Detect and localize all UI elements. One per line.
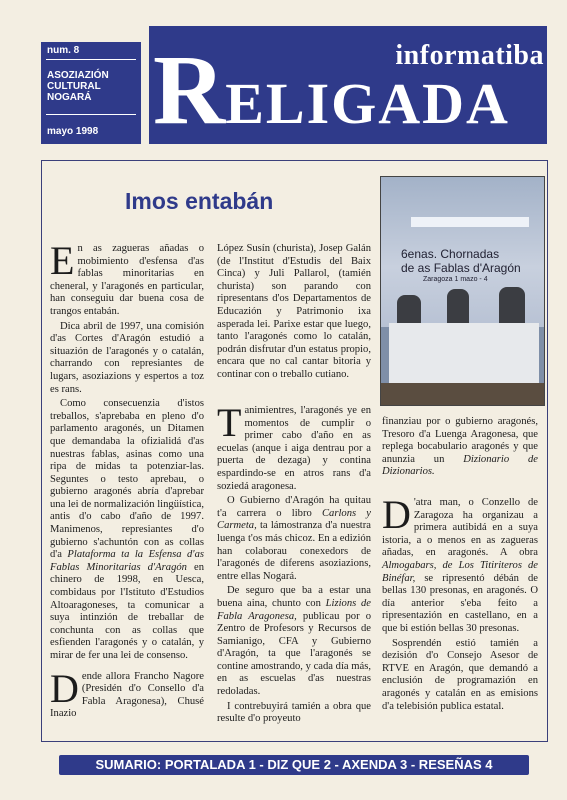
masthead-title-rest: ELIGADA xyxy=(225,71,510,136)
masthead-title-initial: R xyxy=(153,34,226,145)
paragraph xyxy=(382,492,538,636)
paragraph-text: De seguro que ba a estar una buena aina, chunto con xyxy=(217,585,371,609)
divider xyxy=(46,59,136,60)
paragraph-text: finanziau por o gubierno aragonés, Tresoro d'a Luenga Aragonesa, que replega bocabulario aragonés y que anunzia un xyxy=(382,416,538,465)
masthead-subtitle: informatiba xyxy=(395,40,544,71)
article-column-3-continued xyxy=(382,492,538,715)
masthead-title xyxy=(153,34,545,145)
article-column-2-continued xyxy=(217,400,371,728)
paragraph xyxy=(217,495,371,583)
article-column-3 xyxy=(382,416,538,481)
paragraph xyxy=(217,400,371,493)
paragraph: Dica abril de 1997, una comisión d'as Cortes d'Aragón estudió a situazión de l'aragonés y o catalán, charrando con represiantes de lugars, asoziazions y espertos a toz es rans. xyxy=(50,320,204,395)
photo-banner xyxy=(401,247,544,287)
organization-line: ASOZIAZIÓN xyxy=(47,70,109,81)
paragraph xyxy=(50,665,204,721)
paragraph-text: se ripresentó débán de bellas 130 presonas, en aragonés. O día anterior s'eba feito a ripresentazión en castellano, en a que bi estión bellas 30 presonas. xyxy=(382,572,538,634)
paragraph-text: Como consecuenzia d'istos treballos, s'aprebaba en pleno d'o parlamento aragonés, un Ditamen que demandaba la ofizialidá d'as nuestras fablas, asinas como una ripa de midas ta potenziar-las. Seguntes o testo aprebau, o gubierno aragonés abría d'aprebar una lei de normalización lingüística, antis d'o cabo d'año de 1997. Manimenos, represiantes d'o gubierno s'achuntón con as collas d'a xyxy=(50,398,204,561)
photo-banner-line: 6enas. Chornadas xyxy=(401,247,500,261)
organization-line: CULTURAL xyxy=(47,81,101,92)
paragraph-text: en chinero de 1998, en Uesca, combidaus por l'Istituto d'Estudios Altoaragoneses, ta comunicar a suya intinzión de treballar de conchunta con as collas que esfienden l'aragonés y o catalán, y mirar de fer una lei de consenso. xyxy=(50,561,204,661)
emphasis-text: Plataforma ta la Esfensa d'as Fablas Minoritarias d'Aragón xyxy=(50,549,204,573)
paragraph: I contrebuyirá tamién a obra que resulte d'o proyeuto xyxy=(217,700,371,725)
issue-date: mayo 1998 xyxy=(47,126,99,137)
article-headline: Imos entabán xyxy=(125,188,274,214)
photo-banner-line: de as Fablas d'Aragón xyxy=(401,261,521,275)
article-column-1 xyxy=(50,238,204,723)
issue-number: num. 8 xyxy=(47,45,80,56)
paragraph xyxy=(50,238,204,319)
emphasis-text: Almogabars, de Los Titiriteros de Binéfar, xyxy=(382,559,538,584)
organization-name xyxy=(47,70,109,103)
paragraph-text: ta lámostranza d'a nuestra luenga t'os más chicoz. En a edizión han colaborau conexedors de l'aragonés de diferens asoziazions, entre ellas Nogará. xyxy=(217,520,371,582)
paragraph: López Susín (churista), Josep Galán (de l'Institut d'Estudis del Baix Cinca) y Juli Pallarol, (tamién churista) son parando con ripresentans d'os Departamentos de Educazión y Patrimonio ixa asperada lei. Parixe estar que luego, tanto l'aragonés como lo catalán, podrán disfrutar d'un estatus propio, encara que no cal cantar bitoria y continar con o treballo cutiano. xyxy=(217,243,371,380)
event-photo xyxy=(380,176,545,406)
photo-floor xyxy=(381,383,544,405)
paragraph-text: publicau por o Zentro de Profesors y Recursos de Samianigo, CFA y Gubierno d'Aragón, ta que l'aragonés se contine amostrando, y cada día más, en as escuelas d'as nuestras redoladas. xyxy=(217,610,371,698)
emphasis-text: Carlons y Carmeta, xyxy=(217,507,371,532)
emphasis-text: Lizions de Fabla Aragonesa, xyxy=(217,597,371,622)
paragraph-text: O Gubierno d'Aragón ha quitau t'a carrera o libro xyxy=(217,495,371,519)
divider xyxy=(46,114,136,115)
photo-table xyxy=(389,323,539,383)
contents-footer: SUMARIO: PORTALADA 1 - DIZ QUE 2 - AXENDA 3 - RESEÑAS 4 xyxy=(59,755,529,775)
issue-info-block xyxy=(41,42,141,144)
paragraph-text: animientres, l'aragonés ye en momentos de cumplir o primer cabo d'año en as ecuelas (anque i aiga dentrau por a puerta de dezaga) y contina espardindo-se en atros rans d'a soziedá aragonesa. xyxy=(217,405,371,492)
drop-cap: T xyxy=(217,400,242,445)
paragraph xyxy=(382,416,538,479)
photo-ceiling-light xyxy=(411,217,529,227)
paragraph: Sosprendén estió tamién a dezisión d'o Consejo Asesor de RTVE en Aragón, que demandó a enclusión de programazión en aragonés y catalán en as emisions d'a telebisión publica estatal. xyxy=(382,637,538,712)
paragraph xyxy=(50,398,204,662)
paragraph xyxy=(217,585,371,698)
article-column-2 xyxy=(217,243,371,384)
emphasis-text: Dizionario de Dizionarios. xyxy=(382,453,539,478)
paragraph-text: n as zagueras añadas o mobimiento d'esfensa d'as fablas minoritarias en cheneral, y l'aragonés en particular, han conseguiu dar buena cosa de trangos entabán. xyxy=(50,243,204,317)
organization-line: NOGARÁ xyxy=(47,92,92,103)
paragraph-text: ende allora Francho Nagore (Presidén d'o Consello d'a Fabla Aragonesa), Chusé Inazio xyxy=(50,670,204,720)
drop-cap: E xyxy=(50,238,75,283)
photo-banner-small: Zaragoza 1 mazo - 4 xyxy=(423,276,488,283)
drop-cap: D xyxy=(50,665,79,711)
paragraph-text: 'atra man, o Conzello de Zaragoza ha organizau a primera autibidá en a suya istoria, a o menos en as zagueras añadas, en aragonés. A obra xyxy=(382,497,538,559)
drop-cap: D xyxy=(382,492,411,537)
